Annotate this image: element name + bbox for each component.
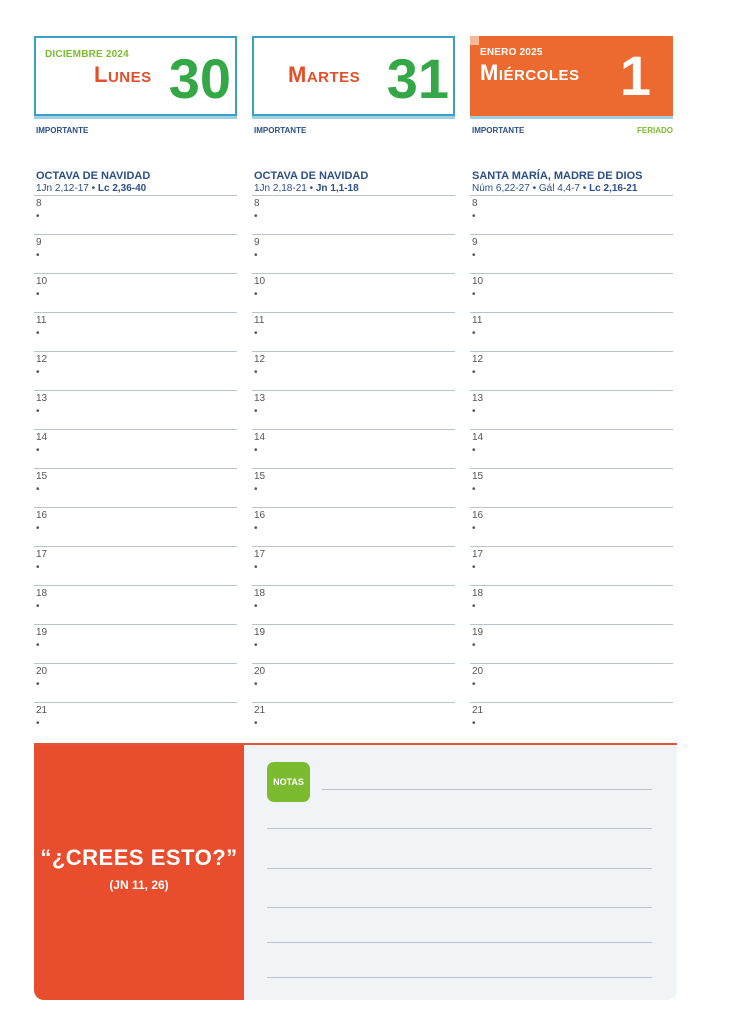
bullet-dot: •: [472, 484, 476, 495]
bullet-dot: •: [36, 523, 40, 534]
weekday-label: Martes: [288, 62, 361, 87]
readings-plain: Núm 6,22-27 • Gál 4,4-7 •: [472, 183, 590, 194]
hour-slot[interactable]: [252, 546, 455, 585]
bullet-dot: •: [36, 679, 40, 690]
bullet-dot: •: [36, 211, 40, 222]
notes-label: NOTAS: [267, 762, 310, 802]
header-underline: [470, 116, 673, 119]
header-underline: [34, 116, 237, 119]
bullet-dot: •: [254, 328, 258, 339]
hour-label: 16: [254, 510, 266, 521]
hour-slot[interactable]: [470, 702, 673, 740]
celebration-title: OCTAVA DE NAVIDAD: [254, 170, 369, 182]
day-number: 31: [386, 47, 449, 110]
bullet-dot: •: [36, 367, 40, 378]
hour-slot[interactable]: [252, 312, 455, 351]
bullet-dot: •: [36, 562, 40, 573]
hour-label: 20: [36, 666, 48, 677]
readings: [470, 183, 673, 194]
hour-label: 15: [254, 471, 266, 482]
hour-label: 13: [472, 393, 484, 404]
day-header: [252, 36, 455, 116]
hour-slot[interactable]: [34, 273, 237, 312]
hour-slot[interactable]: [252, 273, 455, 312]
bullet-dot: •: [472, 328, 476, 339]
bullet-dot: •: [254, 406, 258, 417]
bullet-dot: •: [254, 718, 258, 729]
hour-label: 19: [36, 627, 48, 638]
note-line[interactable]: [267, 977, 652, 978]
important-label: IMPORTANTE: [36, 126, 89, 135]
hour-slot[interactable]: [470, 390, 673, 429]
gospel-reading: Jn 1,1-18: [315, 183, 359, 194]
hour-label: 20: [254, 666, 266, 677]
hour-label: 13: [36, 393, 48, 404]
day-number: 30: [168, 47, 231, 110]
hour-slot[interactable]: [470, 546, 673, 585]
hour-slot[interactable]: [470, 234, 673, 273]
bullet-dot: •: [254, 562, 258, 573]
bullet-dot: •: [254, 523, 258, 534]
bullet-dot: •: [472, 211, 476, 222]
hour-label: 18: [472, 588, 484, 599]
readings-plain: 1Jn 2,18-21 •: [254, 183, 316, 194]
hour-label: 9: [254, 237, 260, 248]
hour-label: 19: [254, 627, 266, 638]
hour-slot[interactable]: [252, 585, 455, 624]
day-column-monday: [34, 36, 237, 740]
hour-label: 14: [254, 432, 266, 443]
bullet-dot: •: [472, 601, 476, 612]
bullet-dot: •: [472, 640, 476, 651]
note-line[interactable]: [267, 828, 652, 829]
hour-slot[interactable]: [470, 429, 673, 468]
bullet-dot: •: [254, 601, 258, 612]
hour-label: 9: [36, 237, 42, 248]
day-column-wednesday: [470, 36, 673, 740]
hour-label: 10: [254, 276, 266, 287]
hour-slot[interactable]: [470, 273, 673, 312]
hour-label: 11: [36, 315, 47, 326]
hour-label: 13: [254, 393, 266, 404]
bullet-dot: •: [472, 523, 476, 534]
hour-slots: [470, 195, 673, 740]
bullet-dot: •: [254, 211, 258, 222]
hour-label: 15: [36, 471, 48, 482]
hour-slot[interactable]: [34, 702, 237, 740]
hour-slot[interactable]: [470, 195, 673, 234]
quote-panel: [34, 745, 244, 1000]
day-header-holiday: [470, 36, 673, 116]
hour-slot[interactable]: [470, 507, 673, 546]
hour-slot[interactable]: [34, 312, 237, 351]
bullet-dot: •: [36, 640, 40, 651]
bullet-dot: •: [472, 562, 476, 573]
bullet-dot: •: [36, 406, 40, 417]
hour-label: 8: [36, 198, 42, 209]
celebration-title: SANTA MARÍA, MADRE DE DIOS: [472, 170, 643, 182]
hour-slot[interactable]: [34, 585, 237, 624]
readings: [34, 183, 237, 194]
bullet-dot: •: [254, 679, 258, 690]
holiday-label: FERIADO: [637, 126, 673, 135]
note-line[interactable]: [267, 907, 652, 908]
hour-slot[interactable]: [34, 351, 237, 390]
hour-label: 21: [36, 705, 48, 716]
weekday-label: Lunes: [94, 62, 152, 87]
hour-slot[interactable]: [470, 663, 673, 702]
hour-label: 20: [472, 666, 484, 677]
hour-slot[interactable]: [34, 507, 237, 546]
bullet-dot: •: [36, 601, 40, 612]
bullet-dot: •: [254, 367, 258, 378]
note-line[interactable]: [267, 868, 652, 869]
bullet-dot: •: [472, 718, 476, 729]
hour-slot[interactable]: [34, 195, 237, 234]
header-underline: [252, 116, 455, 119]
hour-label: 15: [472, 471, 484, 482]
hour-slot[interactable]: [470, 351, 673, 390]
hour-slot[interactable]: [252, 468, 455, 507]
month-label: ENERO 2025: [480, 47, 543, 58]
hour-slot[interactable]: [470, 624, 673, 663]
day-column-tuesday: [252, 36, 455, 740]
hour-label: 8: [254, 198, 260, 209]
celebration-title: OCTAVA DE NAVIDAD: [36, 170, 151, 182]
bullet-dot: •: [472, 679, 476, 690]
hour-label: 21: [472, 705, 484, 716]
hour-label: 14: [472, 432, 484, 443]
note-line[interactable]: [267, 942, 652, 943]
hour-label: 17: [254, 549, 266, 560]
hour-label: 21: [254, 705, 266, 716]
hour-slot[interactable]: [252, 702, 455, 740]
hour-slot[interactable]: [252, 624, 455, 663]
hour-label: 17: [472, 549, 484, 560]
bullet-dot: •: [254, 484, 258, 495]
hour-label: 11: [254, 315, 265, 326]
hour-label: 9: [472, 237, 478, 248]
quote-text: “¿CREES ESTO?”: [40, 845, 238, 870]
bullet-dot: •: [36, 484, 40, 495]
hour-label: 10: [36, 276, 48, 287]
hour-label: 16: [472, 510, 484, 521]
hour-label: 12: [472, 354, 484, 365]
bullet-dot: •: [254, 445, 258, 456]
bullet-dot: •: [36, 250, 40, 261]
hour-slot[interactable]: [34, 663, 237, 702]
quote-citation: (JN 11, 26): [109, 878, 169, 892]
readings: [252, 183, 455, 194]
hour-label: 17: [36, 549, 48, 560]
gospel-reading: Lc 2,16-21: [589, 183, 638, 194]
bullet-dot: •: [472, 289, 476, 300]
notes-panel: [244, 745, 677, 1000]
important-label: IMPORTANTE: [254, 126, 307, 135]
hour-label: 16: [36, 510, 48, 521]
month-label: DICIEMBRE 2024: [45, 49, 129, 60]
hour-label: 12: [36, 354, 48, 365]
hour-slot[interactable]: [252, 663, 455, 702]
bullet-dot: •: [36, 718, 40, 729]
important-label: IMPORTANTE: [472, 126, 525, 135]
hour-label: 14: [36, 432, 48, 443]
hour-label: 11: [472, 315, 483, 326]
hour-label: 18: [254, 588, 266, 599]
hour-slot[interactable]: [34, 546, 237, 585]
hour-slot[interactable]: [252, 234, 455, 273]
hour-label: 12: [254, 354, 266, 365]
hour-label: 18: [36, 588, 48, 599]
hour-slot[interactable]: [252, 429, 455, 468]
bullet-dot: •: [472, 445, 476, 456]
hour-slot[interactable]: [470, 585, 673, 624]
hour-label: 19: [472, 627, 484, 638]
corner-accent: [470, 36, 479, 45]
hour-slot[interactable]: [34, 624, 237, 663]
weekday-label: Miércoles: [480, 60, 580, 85]
hour-slots: [34, 195, 237, 740]
hour-label: 8: [472, 198, 478, 209]
hour-label: 10: [472, 276, 484, 287]
hour-slot[interactable]: [34, 468, 237, 507]
gospel-reading: Lc 2,36-40: [97, 183, 147, 194]
note-line[interactable]: [322, 789, 652, 790]
bullet-dot: •: [472, 406, 476, 417]
bullet-dot: •: [472, 250, 476, 261]
day-header: [34, 36, 237, 116]
bullet-dot: •: [254, 250, 258, 261]
bullet-dot: •: [36, 289, 40, 300]
bullet-dot: •: [254, 289, 258, 300]
bullet-dot: •: [472, 367, 476, 378]
bullet-dot: •: [254, 640, 258, 651]
hour-slots: [252, 195, 455, 740]
bullet-dot: •: [36, 328, 40, 339]
hour-slot[interactable]: [34, 390, 237, 429]
readings-plain: 1Jn 2,12-17 •: [36, 183, 98, 194]
hour-slot[interactable]: [470, 312, 673, 351]
hour-slot[interactable]: [252, 390, 455, 429]
hour-slot[interactable]: [252, 195, 455, 234]
bullet-dot: •: [36, 445, 40, 456]
hour-slot[interactable]: [34, 429, 237, 468]
hour-slot[interactable]: [470, 468, 673, 507]
hour-slot[interactable]: [34, 234, 237, 273]
hour-slot[interactable]: [252, 507, 455, 546]
hour-slot[interactable]: [252, 351, 455, 390]
day-number: 1: [619, 44, 651, 107]
